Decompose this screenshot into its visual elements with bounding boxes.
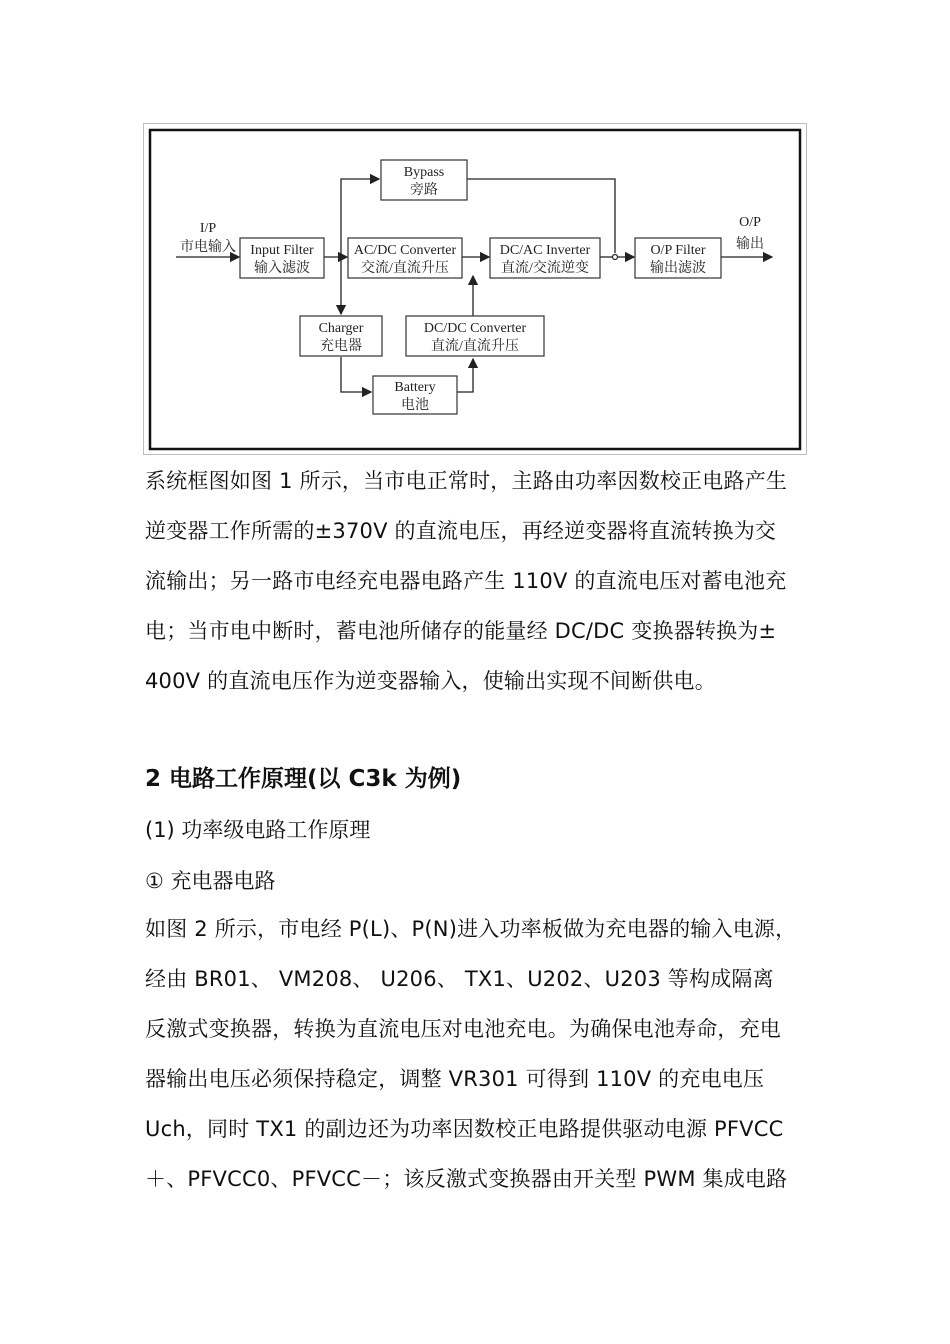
sub-subsection-heading: ① 充电器电路 — [145, 869, 276, 893]
subsection-heading: (1) 功率级电路工作原理 — [145, 818, 371, 842]
dcdc-label-cn: 直流/直流升压 — [431, 339, 519, 354]
paragraph-line: 如图 2 所示，市电经 P(L)、P(N)进入功率板做为充电器的输入电源， — [145, 917, 797, 941]
charger-label-cn: 充电器 — [320, 339, 362, 354]
paragraph-line: 400V 的直流电压作为逆变器输入，使输出实现不间断供电。 — [145, 669, 716, 693]
acdc-label-en: AC/DC Converter — [353, 243, 457, 258]
switch-junction — [613, 255, 618, 260]
paragraph-line: 流输出；另一路市电经充电器电路产生 110V 的直流电压对蓄电池充 — [145, 569, 787, 593]
system-description-paragraph — [145, 456, 810, 706]
acdc-label-cn: 交流/直流升压 — [361, 261, 449, 276]
paragraph-line: 系统框图如图 1 所示，当市电正常时，主路由功率因数校正电路产生 — [145, 469, 788, 493]
input-label-en: I/P — [199, 221, 217, 236]
op-filter-label-cn: 输出滤波 — [650, 261, 706, 276]
dcdc-label-en: DC/DC Converter — [423, 321, 527, 336]
battery-label-cn: 电池 — [401, 398, 429, 413]
input-filter-label-cn: 输入滤波 — [254, 261, 310, 276]
arrow-battery-dcdc — [457, 359, 473, 392]
input-filter-label-en: Input Filter — [250, 243, 314, 258]
output-label-cn: 输出 — [736, 237, 764, 252]
paragraph-line: Uch，同时 TX1 的副边还为功率因数校正电路提供驱动电源 PFVCC — [145, 1117, 784, 1141]
paragraph-line: 经由 BR01、 VM208、 U206、 TX1、U202、U203 等构成隔离 — [145, 967, 774, 991]
dcac-label-en: DC/AC Inverter — [499, 243, 591, 258]
bypass-label-cn: 旁路 — [410, 183, 438, 198]
paragraph-line: 电；当市电中断时，蓄电池所储存的能量经 DC/DC 变换器转换为± — [145, 619, 777, 643]
battery-label-en: Battery — [394, 380, 436, 395]
diagram-frame — [150, 130, 800, 449]
output-label-en: O/P — [739, 215, 761, 230]
paragraph-line: 反激式变换器，转换为直流电压对电池充电。为确保电池寿命，充电 — [145, 1017, 781, 1041]
section-heading: 2 电路工作原理(以 C3k 为例) — [145, 766, 462, 792]
charger-label-en: Charger — [318, 321, 364, 336]
charger-description-paragraph — [145, 904, 810, 1204]
op-filter-label-en: O/P Filter — [650, 243, 706, 258]
arrow-charger-battery — [341, 357, 371, 392]
paragraph-line: ＋、PFVCC0、PFVCC－；该反激式变换器由开关型 PWM 集成电路 — [145, 1167, 788, 1191]
input-label-cn: 市电输入 — [180, 240, 236, 255]
paragraph-line: 器输出电压必须保持稳定，调整 VR301 可得到 110V 的充电电压 — [145, 1067, 765, 1091]
bypass-label-en: Bypass — [403, 165, 445, 180]
paragraph-line: 逆变器工作所需的±370V 的直流电压，再经逆变器将直流转换为交 — [145, 519, 777, 543]
dcac-label-cn: 直流/交流逆变 — [501, 261, 589, 276]
ups-block-diagram — [143, 123, 807, 455]
